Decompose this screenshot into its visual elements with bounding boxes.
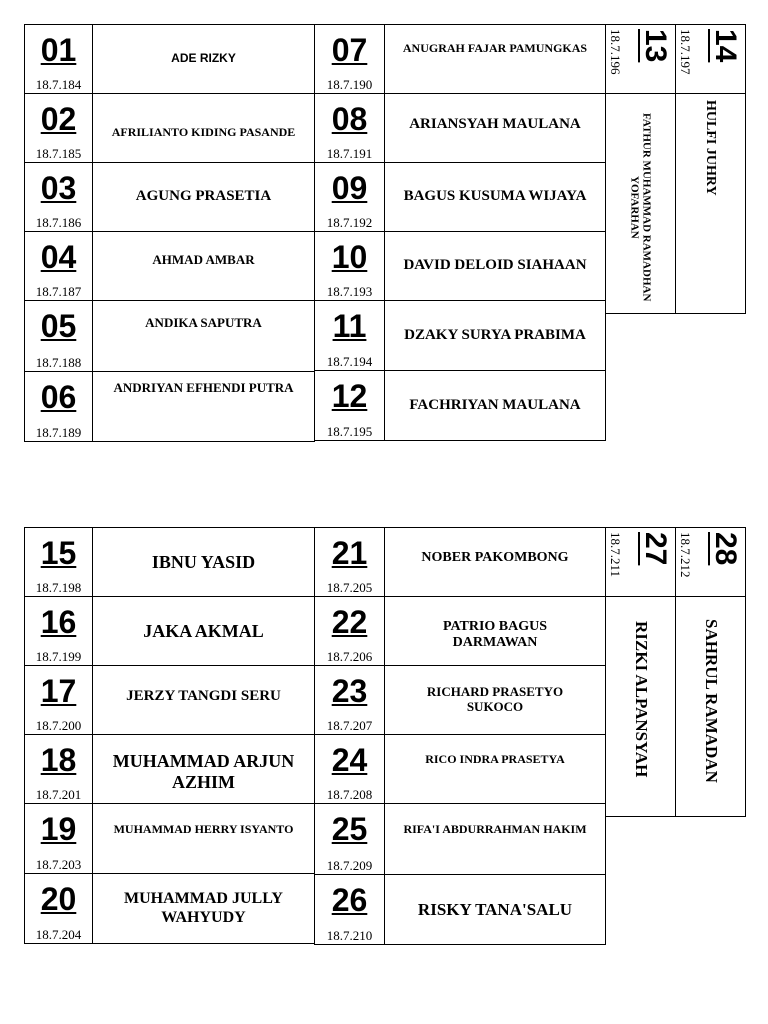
name-cell-03 bbox=[92, 162, 315, 232]
entry-number: 02 bbox=[40, 101, 77, 137]
entry-number: 16 bbox=[40, 604, 77, 640]
entry-name: RIFA'I ABDURRAHMAN HAKIM bbox=[403, 822, 587, 836]
entry-number: 25 bbox=[331, 811, 368, 847]
entry-code: 18.7.211 bbox=[608, 532, 623, 578]
number-cell-09 bbox=[314, 162, 385, 232]
entry-number: 12 bbox=[331, 378, 368, 414]
entry-number: 23 bbox=[331, 673, 368, 709]
entry-name: MUHAMMAD JULLY WAHYUDY bbox=[124, 890, 283, 926]
entry-code: 18.7.197 bbox=[678, 29, 693, 75]
entry-code: 18.7.189 bbox=[35, 425, 82, 440]
number-cell-03 bbox=[24, 162, 93, 232]
entry-number: 14 bbox=[709, 29, 742, 63]
number-cell-19 bbox=[24, 803, 93, 874]
entry-number: 11 bbox=[332, 308, 367, 344]
entry-name: JAKA AKMAL bbox=[143, 620, 264, 641]
entry-code: 18.7.208 bbox=[326, 787, 373, 802]
number-cell-02 bbox=[24, 93, 93, 163]
entry-code: 18.7.184 bbox=[35, 77, 82, 92]
entry-number: 07 bbox=[331, 32, 368, 68]
name-cell-24 bbox=[384, 734, 606, 804]
name-cell-02 bbox=[92, 93, 315, 163]
name-cell-07 bbox=[384, 24, 606, 94]
entry-number: 10 bbox=[331, 239, 368, 275]
entry-code: 18.7.200 bbox=[35, 718, 82, 733]
name-cell-23 bbox=[384, 665, 606, 735]
name-cell-21 bbox=[384, 527, 606, 597]
entry-code: 18.7.201 bbox=[35, 787, 82, 802]
name-cell-08 bbox=[384, 93, 606, 163]
entry-code: 18.7.188 bbox=[35, 355, 82, 370]
entry-code: 18.7.191 bbox=[326, 146, 373, 161]
entry-code: 18.7.186 bbox=[35, 215, 82, 230]
entry-code: 18.7.185 bbox=[35, 146, 82, 161]
entry-code: 18.7.190 bbox=[326, 77, 373, 92]
entry-number: 04 bbox=[40, 239, 77, 275]
entry-name: RICHARD PRASETYO SUKOCO bbox=[426, 684, 564, 714]
entry-number: 27 bbox=[639, 532, 672, 566]
number-cell-22 bbox=[314, 596, 385, 666]
entry-name: MUHAMMAD HERRY ISYANTO bbox=[113, 822, 294, 836]
entry-number: 06 bbox=[40, 379, 77, 415]
entry-number: 19 bbox=[40, 811, 77, 847]
number-cell-18 bbox=[24, 734, 93, 804]
entry-number: 22 bbox=[331, 604, 368, 640]
number-cell-16 bbox=[24, 596, 93, 666]
number-cell-27 bbox=[605, 527, 676, 597]
entry-number: 20 bbox=[40, 881, 77, 917]
entry-number: 05 bbox=[40, 308, 77, 344]
entry-number: 01 bbox=[40, 32, 77, 68]
entry-code: 18.7.194 bbox=[326, 354, 373, 369]
entry-number: 17 bbox=[40, 673, 77, 709]
entry-name: HULFI JUHRY bbox=[703, 100, 719, 196]
entry-code: 18.7.196 bbox=[608, 29, 623, 75]
number-cell-06 bbox=[24, 371, 93, 442]
entry-name: MUHAMMAD ARJUN AZHIM bbox=[112, 751, 295, 792]
name-cell-17 bbox=[92, 665, 315, 735]
name-cell-22 bbox=[384, 596, 606, 666]
name-cell-12 bbox=[384, 370, 606, 441]
entry-code: 18.7.205 bbox=[326, 580, 373, 595]
number-cell-20 bbox=[24, 873, 93, 944]
number-cell-24 bbox=[314, 734, 385, 804]
number-cell-28 bbox=[675, 527, 746, 597]
name-cell-13 bbox=[605, 93, 676, 314]
name-cell-09 bbox=[384, 162, 606, 232]
entry-name: ADE RIZKY bbox=[171, 51, 236, 66]
name-cell-01 bbox=[92, 24, 315, 94]
entry-number: 03 bbox=[40, 170, 77, 206]
name-cell-28 bbox=[675, 596, 746, 817]
entry-name: FACHRIYAN MAULANA bbox=[409, 396, 581, 413]
entry-number: 21 bbox=[331, 535, 368, 571]
entry-name: PATRIO BAGUS DARMAWAN bbox=[442, 619, 548, 651]
entry-name: ANDRIYAN EFHENDI PUTRA bbox=[113, 380, 294, 395]
entry-name: ARIANSYAH MAULANA bbox=[409, 116, 581, 133]
name-cell-11 bbox=[384, 300, 606, 371]
name-cell-06 bbox=[92, 371, 315, 442]
number-cell-08 bbox=[314, 93, 385, 163]
entry-code: 18.7.198 bbox=[35, 580, 82, 595]
name-cell-19 bbox=[92, 803, 315, 874]
name-cell-16 bbox=[92, 596, 315, 666]
number-cell-10 bbox=[314, 231, 385, 301]
entry-name: AHMAD AMBAR bbox=[152, 252, 255, 267]
entry-name: RISKY TANA'SALU bbox=[417, 899, 573, 919]
name-cell-27 bbox=[605, 596, 676, 817]
number-cell-13 bbox=[605, 24, 676, 94]
entry-name: DZAKY SURYA PRABIMA bbox=[404, 326, 586, 343]
entry-name: ANUGRAH FAJAR PAMUNGKAS bbox=[402, 41, 588, 55]
entry-number: 24 bbox=[331, 742, 368, 778]
entry-number: 13 bbox=[639, 29, 672, 63]
number-cell-17 bbox=[24, 665, 93, 735]
name-cell-20 bbox=[92, 873, 315, 944]
entry-name: BAGUS KUSUMA WIJAYA bbox=[403, 188, 587, 205]
entry-number: 18 bbox=[40, 742, 77, 778]
entry-name: RICO INDRA PRASETYA bbox=[425, 752, 565, 766]
entry-code: 18.7.204 bbox=[35, 927, 82, 942]
entry-code: 18.7.193 bbox=[326, 284, 373, 299]
entry-name: DAVID DELOID SIAHAAN bbox=[403, 257, 587, 274]
entry-code: 18.7.199 bbox=[35, 649, 82, 664]
entry-name: ANDIKA SAPUTRA bbox=[145, 315, 262, 330]
name-cell-15 bbox=[92, 527, 315, 597]
name-cell-05 bbox=[92, 300, 315, 372]
entry-code: 18.7.210 bbox=[326, 928, 373, 943]
entry-code: 18.7.195 bbox=[326, 424, 373, 439]
number-cell-21 bbox=[314, 527, 385, 597]
number-cell-11 bbox=[314, 300, 385, 371]
entry-code: 18.7.203 bbox=[35, 857, 82, 872]
entry-code: 18.7.206 bbox=[326, 649, 373, 664]
entry-number: 09 bbox=[331, 170, 368, 206]
number-cell-01 bbox=[24, 24, 93, 94]
number-cell-05 bbox=[24, 300, 93, 372]
entry-name: RIZKI ALPANSYAH bbox=[631, 621, 651, 778]
name-cell-14 bbox=[675, 93, 746, 314]
name-cell-04 bbox=[92, 231, 315, 301]
entry-code: 18.7.192 bbox=[326, 215, 373, 230]
name-cell-25 bbox=[384, 803, 606, 875]
entry-name: FATHUR MUHAMMAD RAMADHAN YOFARHAN bbox=[628, 113, 653, 302]
entry-name: NOBER PAKOMBONG bbox=[421, 550, 569, 565]
entry-code: 18.7.207 bbox=[326, 718, 373, 733]
number-cell-04 bbox=[24, 231, 93, 301]
number-cell-12 bbox=[314, 370, 385, 441]
number-cell-15 bbox=[24, 527, 93, 597]
entry-code: 18.7.209 bbox=[326, 858, 373, 873]
entry-code: 18.7.187 bbox=[35, 284, 82, 299]
entry-name: AFRILIANTO KIDING PASANDE bbox=[111, 125, 296, 140]
entry-name: JERZY TANGDI SERU bbox=[126, 688, 281, 704]
name-cell-26 bbox=[384, 874, 606, 945]
entry-name: SAHRUL RAMADAN bbox=[701, 619, 721, 783]
number-cell-23 bbox=[314, 665, 385, 735]
number-cell-14 bbox=[675, 24, 746, 94]
number-cell-26 bbox=[314, 874, 385, 945]
name-cell-18 bbox=[92, 734, 315, 804]
entry-name: IBNU YASID bbox=[151, 551, 256, 572]
name-cell-10 bbox=[384, 231, 606, 301]
number-cell-25 bbox=[314, 803, 385, 875]
entry-name: AGUNG PRASETIA bbox=[135, 188, 272, 205]
number-cell-07 bbox=[314, 24, 385, 94]
entry-code: 18.7.212 bbox=[678, 532, 693, 578]
entry-number: 08 bbox=[331, 101, 368, 137]
entry-number: 28 bbox=[709, 532, 742, 566]
entry-number: 26 bbox=[331, 882, 368, 918]
entry-number: 15 bbox=[40, 535, 77, 571]
